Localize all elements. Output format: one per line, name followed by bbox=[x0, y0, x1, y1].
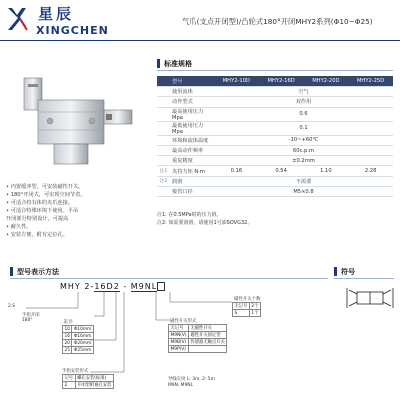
code-blank bbox=[157, 282, 165, 291]
row-value: ±0.2mm bbox=[214, 156, 393, 166]
row-label: 环境和流体温度 bbox=[170, 135, 214, 145]
annotation-bore: 缸径 bbox=[64, 320, 73, 325]
code-segment: D bbox=[106, 282, 114, 291]
row-value: 2.28 bbox=[348, 166, 393, 176]
row-label: 接管口径 bbox=[170, 187, 214, 197]
bore-table bbox=[62, 325, 94, 354]
code-segment: M9NL bbox=[130, 282, 158, 291]
table-row: 无记号 无磁性开关 bbox=[169, 325, 227, 332]
code-segment: 16 bbox=[94, 282, 107, 291]
section-marker bbox=[334, 267, 337, 276]
row-value: 0.54 bbox=[259, 166, 304, 176]
spec-table bbox=[157, 76, 393, 197]
annotation-lead-models: M9N, M9NL bbox=[168, 383, 193, 388]
feature-list bbox=[6, 183, 156, 239]
table-row: 16 Φ16mm bbox=[64, 333, 92, 339]
annotation-switch: 磁性开关形式 bbox=[170, 319, 197, 324]
row-value: 1.10 bbox=[304, 166, 349, 176]
switch-qty-table bbox=[232, 302, 261, 317]
annotation-degree: 180° bbox=[22, 318, 33, 323]
logo-x-icon bbox=[6, 6, 28, 32]
row-value: 不需要 bbox=[214, 176, 393, 186]
row-value: M5×0.8 bbox=[214, 187, 393, 197]
table-row bbox=[157, 156, 393, 166]
header-cell: MHY2-25D bbox=[348, 76, 393, 87]
note-line: 注1: 在0.5MPa时的压力值。 bbox=[157, 212, 222, 218]
annotation-mount: 手指安装形式 bbox=[62, 369, 89, 374]
row-value: 60c.p.m bbox=[214, 145, 393, 155]
table-row: M9B(V) 传感器无触点开关 bbox=[170, 339, 225, 345]
table-row: 注2 润滑 不需要 bbox=[157, 176, 393, 186]
annotation-switch-qty: 磁性开关个数 bbox=[234, 297, 261, 302]
table-row: 2 开闭型附通孔安装 bbox=[64, 382, 112, 388]
pneumatic-symbol-icon bbox=[345, 286, 395, 310]
feature-item: • 内置缓冲型，可安装磁性开关。 bbox=[6, 184, 84, 190]
table-row bbox=[157, 187, 393, 197]
table-row bbox=[157, 107, 393, 121]
table-row bbox=[157, 97, 393, 107]
table-row: 25 Φ25mm bbox=[64, 347, 92, 353]
table-row: 20 Φ20mm bbox=[64, 340, 92, 346]
table-row: 注1 夹持力矩 N·m 0.16 0.54 1.10 2.28 bbox=[157, 166, 393, 176]
feature-item: • 180°开闭式，可实现空间节省。 bbox=[6, 192, 86, 198]
section-rule bbox=[10, 278, 328, 279]
row-label: 最低使用压力 Mpa bbox=[170, 121, 214, 135]
section-marker bbox=[10, 267, 13, 276]
feature-item: • 耐久性。 bbox=[6, 224, 32, 230]
row-label: 夹持力矩 N·m bbox=[170, 166, 214, 176]
model-section-title: 型号表示方法 bbox=[17, 268, 59, 276]
feature-item: • 安装方便，附有定位孔。 bbox=[6, 232, 68, 238]
switch-table bbox=[168, 324, 227, 353]
spec-table-header bbox=[157, 76, 393, 87]
table-row bbox=[157, 87, 393, 97]
row-value: 空气 bbox=[214, 87, 393, 97]
row-value: 0.6 bbox=[214, 107, 393, 121]
table-row bbox=[157, 145, 393, 155]
section-rule bbox=[334, 278, 394, 279]
feature-item: • 可适合特殊环境下使用。平吊 bbox=[6, 208, 79, 214]
table-row: M9N(V) 磁性开关固定型 bbox=[169, 332, 227, 339]
annotation-lead-length: 导线长度 L: 3m, 2: 5m bbox=[168, 377, 215, 382]
table-row: 记号 螺孔安装(标准) bbox=[63, 375, 114, 382]
table-row bbox=[157, 121, 393, 135]
mount-table bbox=[62, 374, 114, 389]
spec-section-title: 标准规格 bbox=[164, 60, 192, 68]
row-label: 最高动作频率 bbox=[170, 145, 214, 155]
table-row: 10 Φ10mm bbox=[64, 326, 92, 332]
annotation-cylinder: 2.S bbox=[8, 304, 15, 309]
row-value: 0.1 bbox=[214, 121, 393, 135]
table-row: S 1个 bbox=[234, 310, 259, 316]
symbol-section-title: 符号 bbox=[341, 268, 355, 276]
feature-item: 开闭部分特别设计，可提高 bbox=[6, 216, 69, 222]
spec-notes bbox=[157, 211, 252, 227]
code-segment: 2 bbox=[113, 282, 120, 291]
row-value: -10~+60℃ bbox=[214, 135, 393, 145]
document-title: 气爪(支点开闭型)/凸轮式180°开闭MHY2系列(Φ10~Φ25) bbox=[182, 17, 373, 26]
code-segment: 2 bbox=[84, 282, 91, 291]
table-row bbox=[157, 135, 393, 145]
row-label: 动作型式 bbox=[170, 97, 214, 107]
header-divider bbox=[0, 40, 400, 41]
brand-name-en: XINGCHEN bbox=[36, 24, 109, 37]
header-cell: MHY2-20D bbox=[304, 76, 349, 87]
table-row: M9P(V) bbox=[169, 346, 227, 353]
code-prefix: MHY bbox=[60, 282, 81, 291]
header-cell: 型号 bbox=[170, 76, 214, 87]
brand-name-cn: 星辰 bbox=[38, 5, 75, 23]
section-marker bbox=[157, 59, 160, 68]
row-label: 润滑 bbox=[170, 176, 214, 186]
row-value: 0.16 bbox=[214, 166, 259, 176]
row-label: 最高使用压力 Mpa bbox=[170, 107, 214, 121]
note-line: 注2: 如需要润滑，请使用1号油SOVG32。 bbox=[157, 220, 253, 226]
header-cell: MHY2-16D bbox=[259, 76, 304, 87]
feature-item: • 可适合持有体的夹爪连接。 bbox=[6, 200, 73, 206]
gripper-product-image bbox=[10, 70, 142, 178]
annotation-finger: 手指开闭 bbox=[22, 313, 40, 318]
header-cell: MHY2-10D bbox=[214, 76, 259, 87]
row-label: 使用流体 bbox=[170, 87, 214, 97]
table-row: 无记号 2个 bbox=[234, 304, 259, 309]
row-value: 双作用 bbox=[214, 97, 393, 107]
section-rule bbox=[157, 70, 393, 71]
row-label: 重复精度 bbox=[170, 156, 214, 166]
model-code: MHY 2-16D2 - M9NL bbox=[60, 282, 165, 291]
